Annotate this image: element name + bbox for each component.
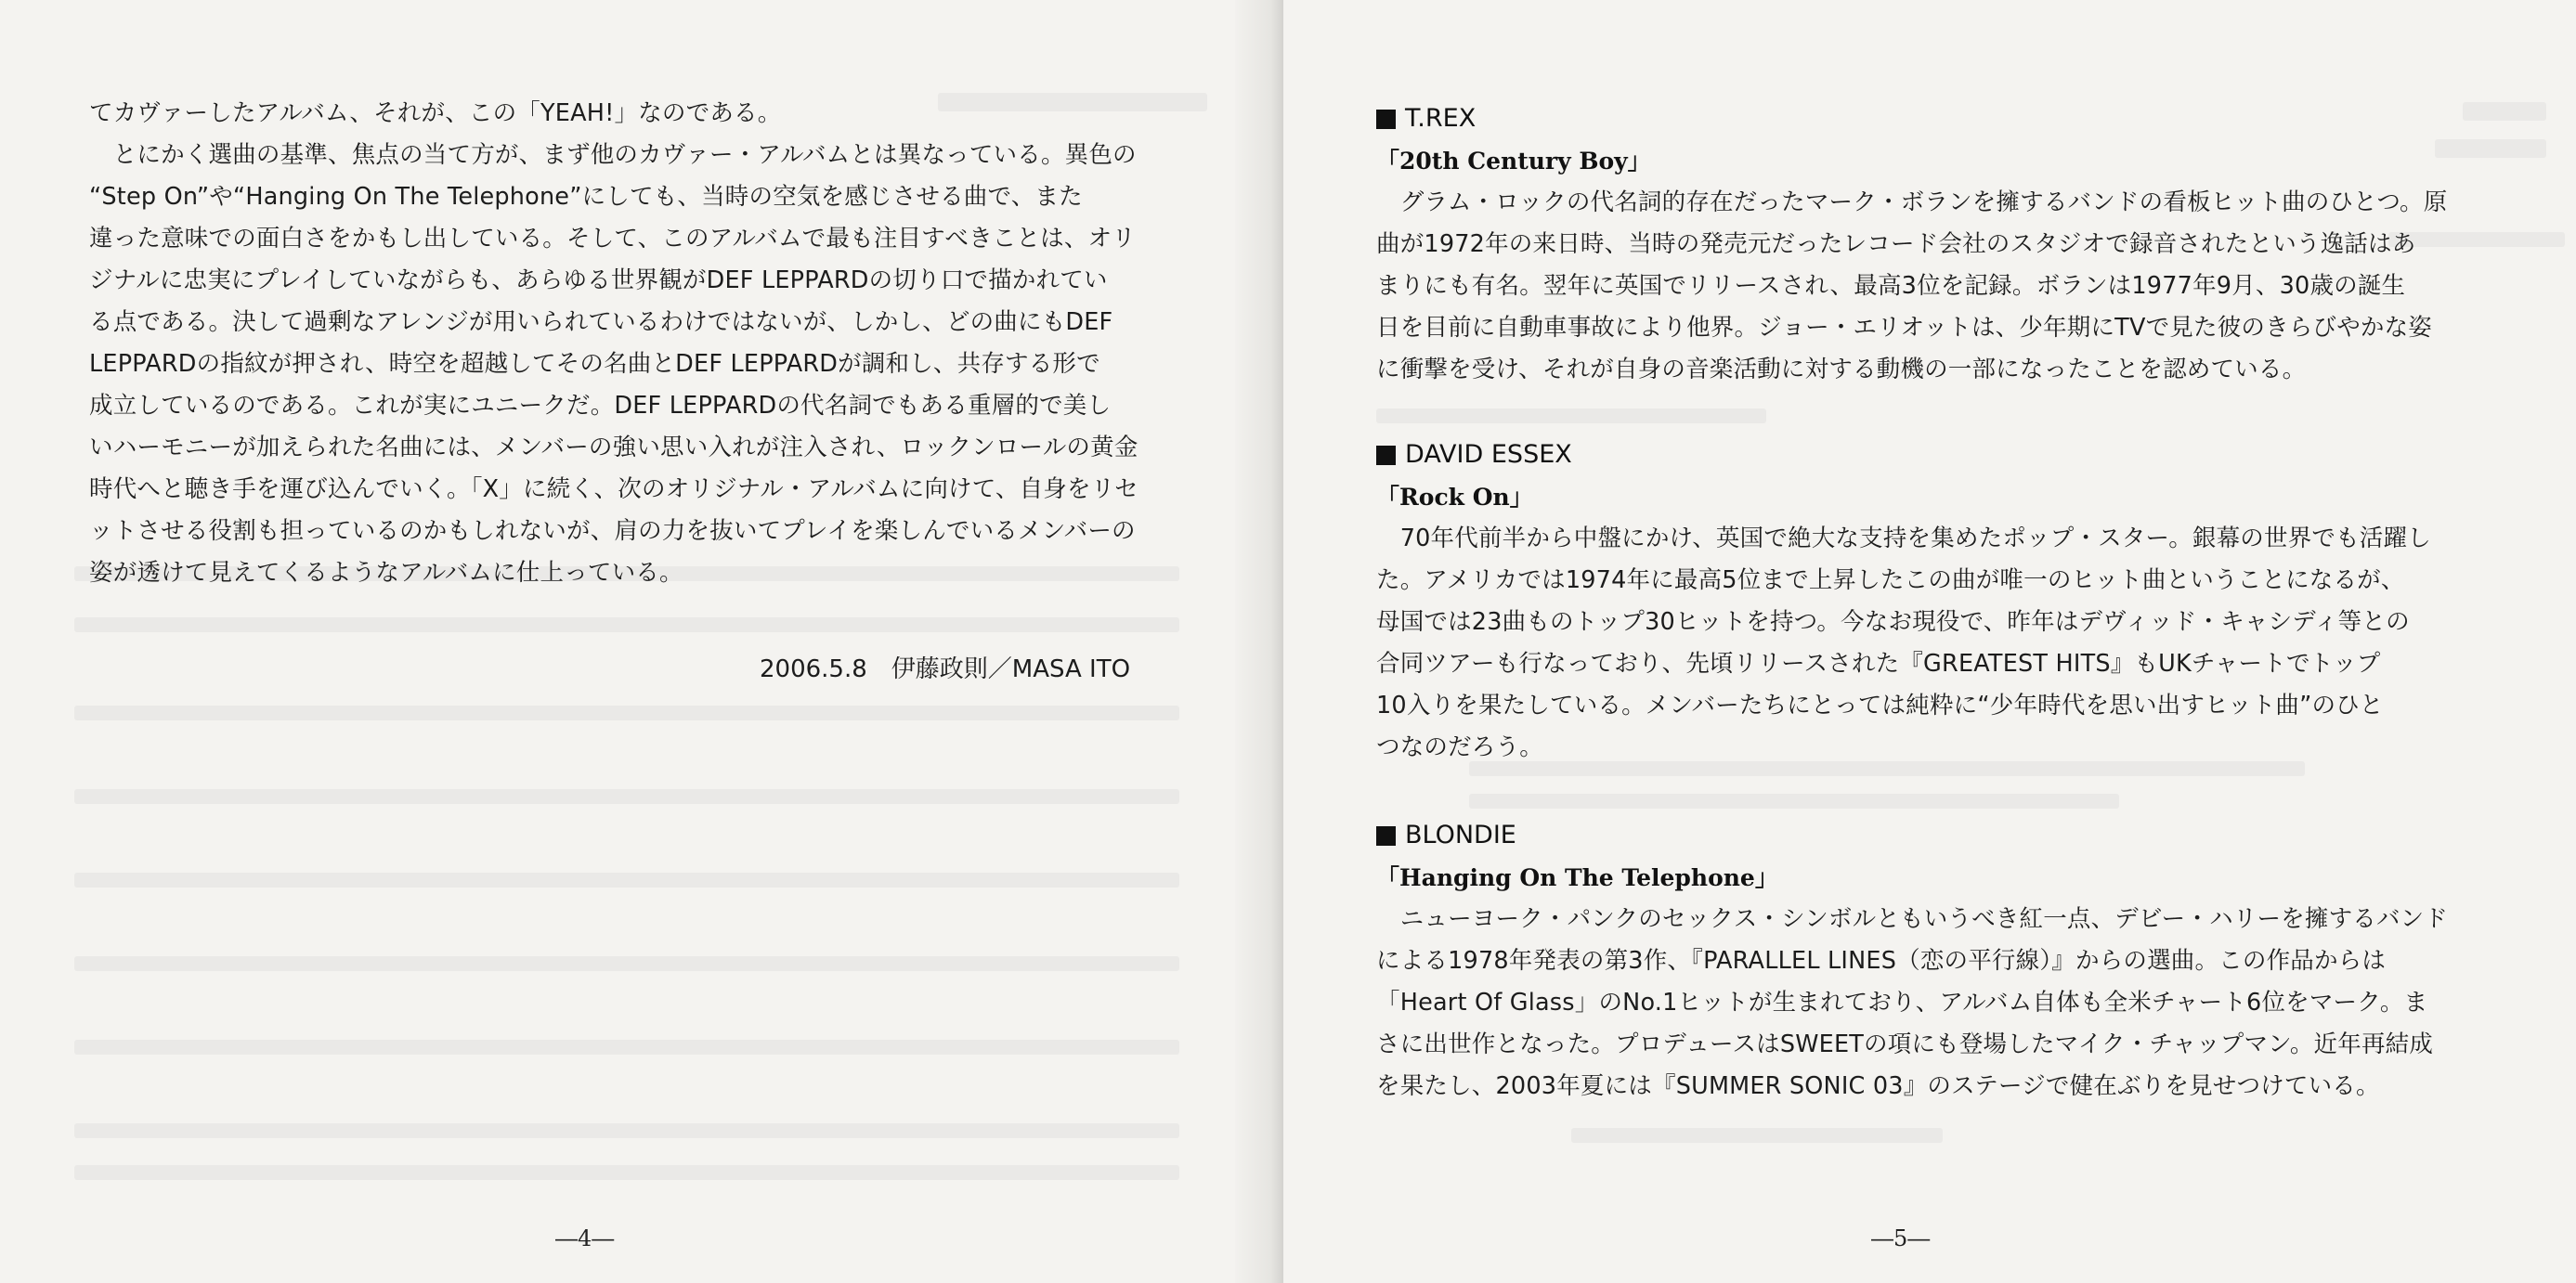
left-page: [0, 0, 1274, 1283]
section-body: 70年代前半から中盤にかけ、英国で絶大な支持を集めたポップ・スター。銀幕の世界でも活躍し た。アメリカでは1974年に最高5位まで上昇したこの曲が唯一のヒット曲ということになるが、 母国では23曲ものトップ30ヒットを持つ。今なお現役で、昨年はデヴィッド・キャシディ等との 合同ツアーも行なっており、先頃リリースされた『GREATEST HITS』もUKチャートでトップ 10入りを果たしている。メンバーたちにとっては純粋に“少年時代を思い出すヒット曲”のひと つなのだろう。: [1376, 525, 2431, 761]
artist-name: T.REX: [1405, 104, 1477, 133]
author-signature: 2006.5.8 伊藤政則／MASA ITO: [760, 655, 1131, 683]
section-trex: [1376, 100, 2453, 391]
section-body: ニューヨーク・パンクのセックス・シンボルともいうべき紅一点、デビー・ハリーを擁するバンド による1978年発表の第3作、『PARALLEL LINES（恋の平行線）』からの選曲。この作品からは 「Heart Of Glass」のNo.1ヒットが生まれており、アルバム自体も全米チャート6位をマーク。ま さに出世作となった。プロデュースはSWEETの項にも登場したマイク・チャップマン。近年再結成 を果たし、2003年夏には『SUMMER SONIC 03』のステージで健在ぶりを見せつけている。: [1376, 905, 2449, 1100]
song-title: 「Rock On」: [1376, 484, 1533, 511]
section-david-essex: [1376, 436, 2453, 769]
song-title: 「Hanging On The Telephone」: [1376, 864, 1778, 891]
left-body-text: [89, 93, 1192, 594]
black-square-icon: [1376, 446, 1396, 465]
paragraph: てカヴァーしたアルバム、それが、この「YEAH!」なのである。: [89, 99, 782, 127]
paragraph: とにかく選曲の基準、焦点の当て方が、まず他のカヴァー・アルバムとは異なっている。異色の “Step On”や“Hanging On The Telephone”にしても、当時の空気を感じさせる曲で、また 違った意味での面白さをかもし出している。そして、このアルバムで最も注目すべきことは、オリ ジナルに忠実にプレイしていながらも、あらゆる世界観がDEF LEPPARDの切り口で描かれてい る点である。決して過剰なアレンジが用いられているわけではないが、しかし、どの曲にもDEF LEPPARDの指紋が押され、時空を超越してその名曲とDEF LEPPARDが調和し、共存する形で 成立しているのである。これが実にユニークだ。DEF LEPPARDの代名詞でもある重層的で美し いハーモニーが加えられた名曲には、メンバーの強い思い入れが注入され、ロックンロールの黄金 時代へと聴き手を運び込んでいく。「X」に続く、次のオリジナル・アルバムに向けて、自身をリセ ットさせる役割も担っているのかもしれないが、肩の力を抜いてプレイを楽しんでいるメンバーの 姿が透けて見えてくるようなアルバムに仕上っている。: [89, 141, 1138, 587]
artist-name: DAVID ESSEX: [1405, 440, 1572, 469]
artist-name: BLONDIE: [1405, 821, 1516, 849]
song-title: 「20th Century Boy」: [1376, 148, 1651, 175]
page-number-left: ―4―: [555, 1225, 615, 1251]
black-square-icon: [1376, 826, 1396, 846]
section-blondie: [1376, 817, 2453, 1108]
page-number-right: ―5―: [1871, 1225, 1931, 1251]
black-square-icon: [1376, 110, 1396, 129]
section-body: グラム・ロックの代名詞的存在だったマーク・ボランを擁するバンドの看板ヒット曲のひとつ。原 曲が1972年の来日時、当時の発売元だったレコード会社のスタジオで録音されたという逸話はあ まりにも有名。翌年に英国でリリースされ、最高3位を記録。ボランは1977年9月、30歳の誕生 日を目前に自動車事故により他界。ジョー・エリオットは、少年期にTVで見た彼のきらびやかな姿 に衝撃を受け、それが自身の音楽活動に対する動機の一部になったことを認めている。: [1376, 188, 2448, 383]
